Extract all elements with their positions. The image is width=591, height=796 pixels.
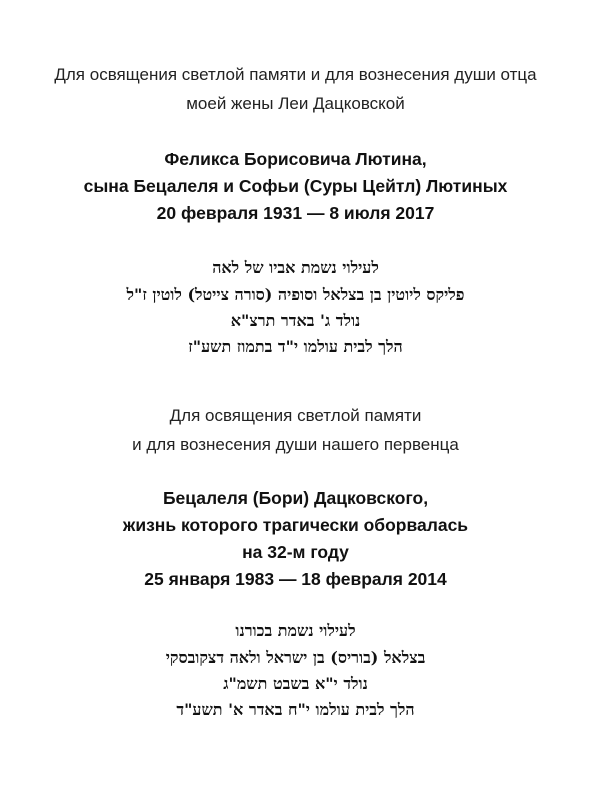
- hebrew-son-line-2: בצלאל (בוריס) בן ישראל ולאה דצקובסקי: [165, 648, 426, 667]
- father-name-line: Феликса Борисовича Лютина,: [164, 149, 427, 169]
- son-age-line: на 32-м году: [242, 542, 349, 562]
- son-name-line: Бецалеля (Бори) Дацковского,: [162, 488, 429, 508]
- hebrew-father-line-3: נולד ג' באדר תרצ"א: [230, 311, 361, 330]
- dedication2-line-2: и для вознесения души нашего первенца: [132, 435, 459, 454]
- son-dates-line: 25 января 1983 — 18 февраля 2014: [144, 569, 447, 589]
- hebrew-father-line-4: הלך לבית עולמו י"ד בתמוז תשע"ז: [188, 337, 403, 356]
- father-dates-line: 20 февраля 1931 — 8 июля 2017: [156, 203, 435, 223]
- hebrew-son-line-4: הלך לבית עולמו י"ח באדר א' תשע"ד: [176, 700, 415, 719]
- hebrew-father-line-2: פליקס ליוטין בן בצלאל וסופיה (סורה צייטל) לוטין ז"ל: [126, 285, 465, 304]
- son-tragedy-line: жизнь которого трагически оборвалась: [122, 515, 469, 535]
- dedication-line-2: моей жены Леи Дацковской: [186, 94, 405, 113]
- dedication-line-1: Для освящения светлой памяти и для вознесения души отца: [54, 65, 537, 84]
- dedication2-line-1: Для освящения светлой памяти: [169, 406, 422, 425]
- father-parents-line: сына Бецалеля и Софьи (Суры Цейтл) Лютиных: [83, 176, 508, 196]
- hebrew-son-line-3: נולד י"א בשבט תשמ"ג: [223, 674, 368, 693]
- hebrew-son-line-1: לעילוי נשמת בכורנו: [235, 621, 356, 640]
- hebrew-father-line-1: לעילוי נשמת אביו של לאה: [212, 258, 379, 277]
